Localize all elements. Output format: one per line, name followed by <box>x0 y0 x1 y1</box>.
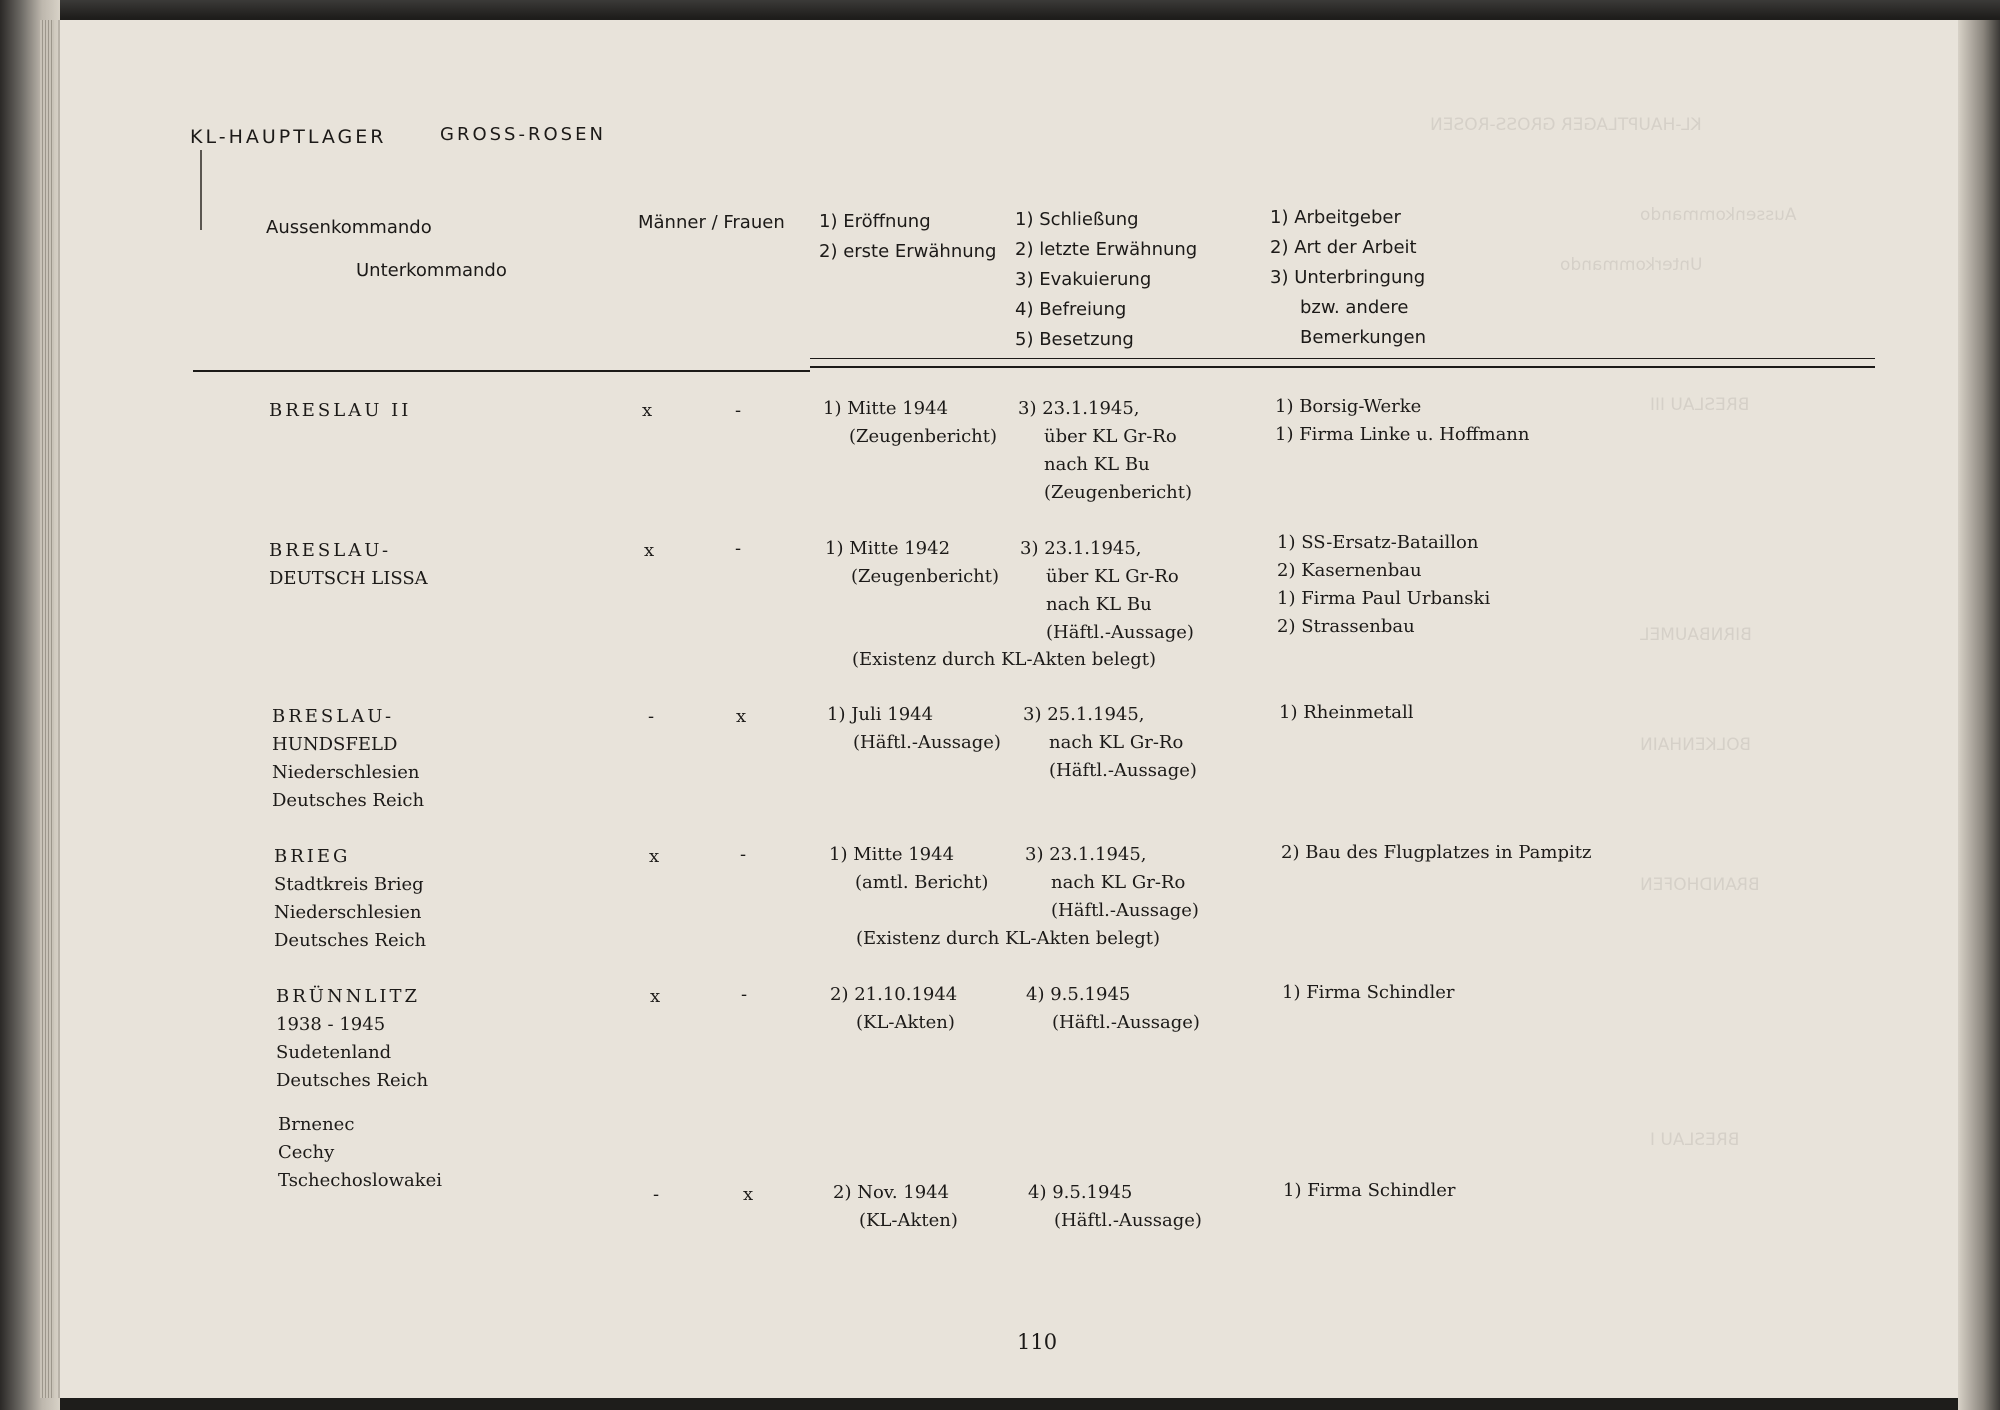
unterkommando-name-line: Cechy <box>278 1142 335 1163</box>
kommando-name-line: Deutsches Reich <box>272 790 425 811</box>
closing-info <box>1026 981 1200 1037</box>
closing-line: 3) 23.1.1945, <box>1020 538 1142 559</box>
kommando-name <box>276 983 428 1095</box>
bleed-through: Unterkommando <box>1560 255 1703 275</box>
book-right-edge <box>1958 20 2000 1410</box>
bleed-through: BIRNBAUMEL <box>1640 625 1752 645</box>
opening-line: (KL-Akten) <box>856 1012 955 1033</box>
opening-line: 1) Juli 1944 <box>827 704 934 725</box>
col-schliessung <box>1015 205 1197 355</box>
bleed-through: KL-HAUPTLAGER GROSS-ROSEN <box>1430 115 1702 135</box>
kommando-name-line: Niederschlesien <box>274 902 422 923</box>
col-eroeffnung <box>819 207 997 267</box>
opening-info <box>829 841 988 897</box>
frauen-mark: - <box>741 984 748 1005</box>
col-arbeitgeber-line: Bemerkungen <box>1300 327 1427 348</box>
col-aussenkommando: Aussenkommando <box>266 217 432 238</box>
col-arbeitgeber-line: 2) Art der Arbeit <box>1270 237 1417 258</box>
opening-line: (Häftl.-Aussage) <box>853 732 1001 753</box>
closing-line: 3) 25.1.1945, <box>1023 704 1145 725</box>
kommando-name-line: Sudetenland <box>276 1042 392 1063</box>
opening-info <box>830 981 957 1037</box>
opening-line: (Zeugenbericht) <box>851 566 1000 587</box>
opening-info <box>823 395 997 451</box>
col-schliessung-line: 1) Schließung <box>1015 209 1139 230</box>
work-info <box>1281 839 1591 867</box>
closing-info <box>1028 1179 1202 1235</box>
closing-line: nach KL Bu <box>1046 594 1152 615</box>
work-info <box>1279 699 1414 727</box>
unterkommando-name <box>278 1111 442 1195</box>
kommando-name <box>269 537 428 593</box>
work-line: 2) Strassenbau <box>1277 616 1415 637</box>
col-arbeitgeber <box>1270 203 1426 353</box>
closing-line: (Häftl.-Aussage) <box>1049 760 1197 781</box>
closing-line: 3) 23.1.1945, <box>1025 844 1147 865</box>
kommando-name-line: BRESLAU- <box>269 540 392 561</box>
maenner-mark: x <box>644 540 655 561</box>
maenner-mark: x <box>650 986 661 1007</box>
bleed-through: BRESLAU I <box>1650 1130 1740 1150</box>
maenner-mark: - <box>648 706 655 727</box>
work-line: 1) Rheinmetall <box>1279 702 1414 723</box>
kommando-name-line: Deutsches Reich <box>274 930 427 951</box>
opening-info <box>825 535 999 591</box>
col-arbeitgeber-line: bzw. andere <box>1300 297 1409 318</box>
work-info <box>1283 1177 1455 1205</box>
col-schliessung-line: 5) Besetzung <box>1015 329 1134 350</box>
opening-line: 1) Mitte 1944 <box>823 398 949 419</box>
work-line: 1) Firma Linke u. Hoffmann <box>1275 424 1530 445</box>
bleed-through: BRESLAU III <box>1650 395 1750 415</box>
closing-line: 3) 23.1.1945, <box>1018 398 1140 419</box>
col-arbeitgeber-line: 1) Arbeitgeber <box>1270 207 1401 228</box>
col-eroeffnung-line: 2) erste Erwähnung <box>819 241 997 262</box>
opening-line: 2) 21.10.1944 <box>830 984 958 1005</box>
kommando-name-line: DEUTSCH LISSA <box>269 568 428 589</box>
maenner-mark: x <box>649 846 660 867</box>
bleed-through: BOLKENHAIN <box>1640 735 1751 755</box>
col-schliessung-line: 3) Evakuierung <box>1015 269 1152 290</box>
kommando-name-line: Deutsches Reich <box>276 1070 429 1091</box>
closing-info <box>1025 841 1199 925</box>
col-unterkommando: Unterkommando <box>356 260 507 281</box>
unterkommando-name-line: Brnenec <box>278 1114 355 1135</box>
page-number: 110 <box>1017 1330 1058 1354</box>
col-maenner-frauen: Männer / Frauen <box>638 212 785 233</box>
closing-info <box>1023 701 1197 785</box>
closing-line: über KL Gr-Ro <box>1044 426 1177 447</box>
header-rule <box>810 366 1875 368</box>
kommando-name-line: BRÜNNLITZ <box>276 986 421 1007</box>
work-line: 1) SS-Ersatz-Bataillon <box>1277 532 1479 553</box>
opening-info <box>827 701 1001 757</box>
col-eroeffnung-line: 1) Eröffnung <box>819 211 931 232</box>
bleed-through: Aussenkommando <box>1640 205 1797 225</box>
kommando-name <box>274 843 426 955</box>
scanner-top-edge <box>0 0 2000 18</box>
col-schliessung-line: 4) Befreiung <box>1015 299 1127 320</box>
opening-line: (amtl. Bericht) <box>855 872 989 893</box>
work-line: 2) Kasernenbau <box>1277 560 1422 581</box>
closing-info <box>1020 535 1194 647</box>
camp-label: KL-HAUPTLAGER <box>190 126 387 148</box>
frauen-mark: x <box>743 1184 754 1205</box>
margin-pencil-line <box>200 150 202 230</box>
closing-line: nach KL Gr-Ro <box>1049 732 1184 753</box>
col-schliessung-line: 2) letzte Erwähnung <box>1015 239 1198 260</box>
opening-line: 1) Mitte 1942 <box>825 538 951 559</box>
header-rule <box>193 370 810 372</box>
existence-note: (Existenz durch KL-Akten belegt) <box>852 649 1157 670</box>
closing-info <box>1018 395 1192 507</box>
frauen-mark: - <box>735 538 742 559</box>
work-info <box>1275 393 1530 449</box>
kommando-name-line: Stadtkreis Brieg <box>274 874 424 895</box>
opening-line: (Zeugenbericht) <box>849 426 998 447</box>
frauen-mark: - <box>735 400 742 421</box>
kommando-name-line: 1938 - 1945 <box>276 1014 386 1035</box>
unterkommando-name-line: Tschechoslowakei <box>278 1170 443 1191</box>
work-info <box>1282 979 1454 1007</box>
kommando-name-line: HUNDSFELD <box>272 734 398 755</box>
closing-line: (Häftl.-Aussage) <box>1046 622 1194 643</box>
work-line: 1) Firma Paul Urbanski <box>1277 588 1491 609</box>
frauen-mark: - <box>740 844 747 865</box>
closing-line: (Häftl.-Aussage) <box>1051 900 1199 921</box>
work-info <box>1277 529 1490 641</box>
frauen-mark: x <box>736 706 747 727</box>
work-line: 1) Borsig-Werke <box>1275 396 1422 417</box>
kommando-name <box>272 703 424 815</box>
col-arbeitgeber-line: 3) Unterbringung <box>1270 267 1426 288</box>
opening-info <box>833 1179 958 1235</box>
bleed-through: BRANDHOFEN <box>1640 875 1760 895</box>
work-line: 1) Firma Schindler <box>1283 1180 1456 1201</box>
closing-line: nach KL Bu <box>1044 454 1150 475</box>
opening-line: 2) Nov. 1944 <box>833 1182 950 1203</box>
closing-line: (Häftl.-Aussage) <box>1054 1210 1202 1231</box>
maenner-mark: x <box>642 400 653 421</box>
closing-line: (Häftl.-Aussage) <box>1052 1012 1200 1033</box>
work-line: 2) Bau des Flugplatzes in Pampitz <box>1281 842 1592 863</box>
closing-line: nach KL Gr-Ro <box>1051 872 1186 893</box>
kommando-name-line: Niederschlesien <box>272 762 420 783</box>
opening-line: (KL-Akten) <box>859 1210 958 1231</box>
closing-line: über KL Gr-Ro <box>1046 566 1179 587</box>
header-rule <box>810 358 1875 359</box>
kommando-name-line: BRESLAU- <box>272 706 395 727</box>
existence-note: (Existenz durch KL-Akten belegt) <box>856 928 1161 949</box>
camp-name: GROSS-ROSEN <box>440 124 606 145</box>
kommando-name: BRESLAU II <box>269 400 412 421</box>
maenner-mark: - <box>653 1184 660 1205</box>
opening-line: 1) Mitte 1944 <box>829 844 955 865</box>
kommando-name-line: BRIEG <box>274 846 351 867</box>
page-edge-stack <box>40 20 54 1398</box>
closing-line: 4) 9.5.1945 <box>1028 1182 1133 1203</box>
work-line: 1) Firma Schindler <box>1282 982 1455 1003</box>
closing-line: (Zeugenbericht) <box>1044 482 1193 503</box>
closing-line: 4) 9.5.1945 <box>1026 984 1131 1005</box>
